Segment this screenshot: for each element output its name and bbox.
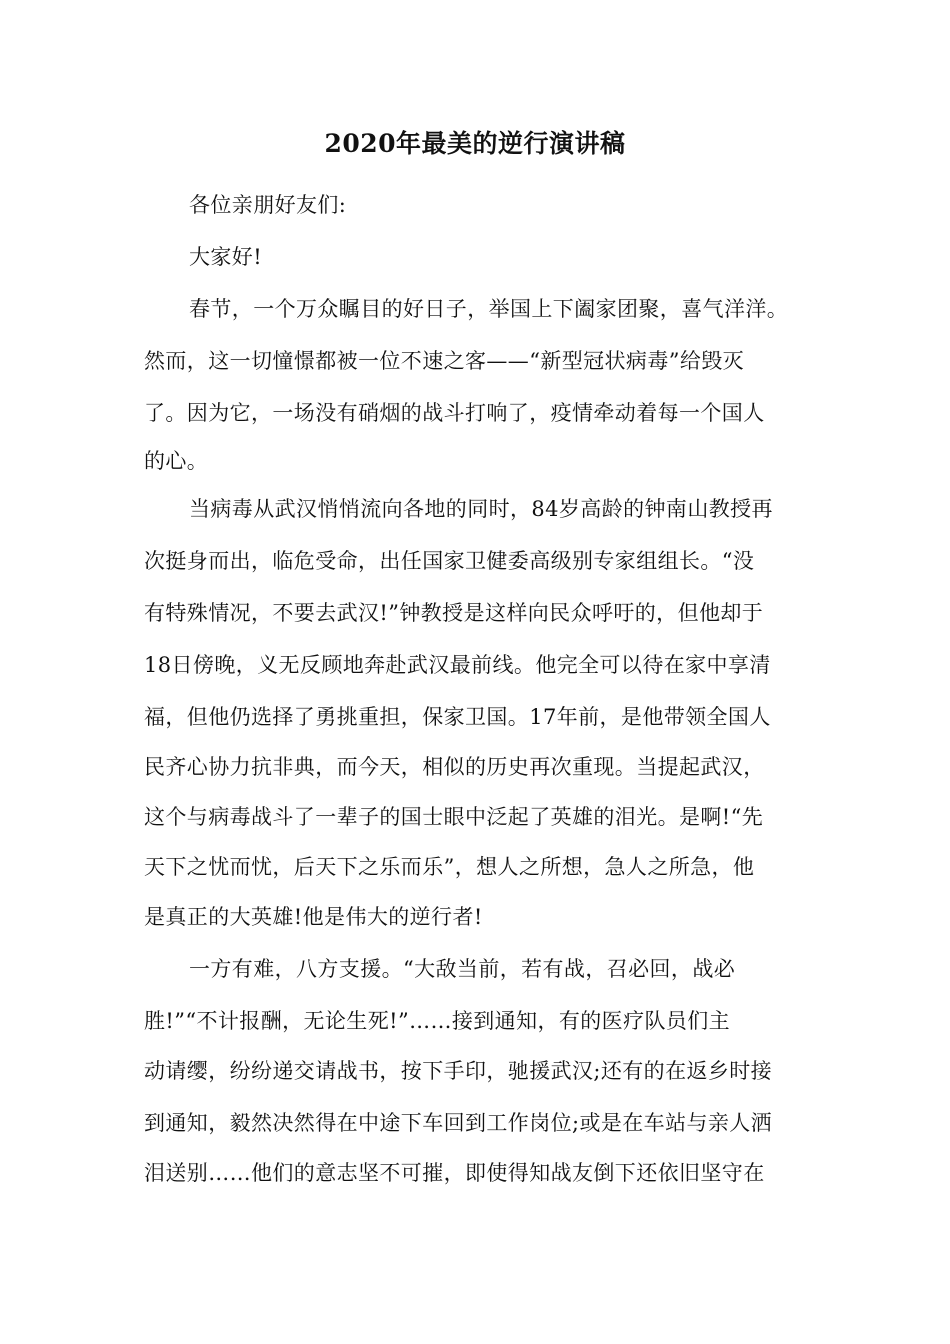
text-line: 的心。: [144, 449, 209, 473]
text-line: 有特殊情况，不要去武汉!”钟教授是这样向民众呼吁的，但他却于: [144, 601, 764, 625]
text-line: 18日傍晚，义无反顾地奔赴武汉最前线。他完全可以待在家中享清: [144, 653, 771, 677]
text-line: 各位亲朋好友们:: [189, 193, 347, 217]
text-line: 一方有难，八方支援。“大敌当前，若有战，召必回，战必: [189, 957, 736, 981]
document-title: 2020年最美的逆行演讲稿: [324, 129, 626, 158]
text-line: 到通知，毅然决然得在中途下车回到工作岗位;或是在车站与亲人洒: [144, 1111, 773, 1135]
text-line: 春节，一个万众瞩目的好日子，举国上下阖家团聚，喜气洋洋。: [189, 297, 789, 321]
text-line: 胜!”“不计报酬，无论生死!”……接到通知，有的医疗队员们主: [144, 1009, 731, 1033]
text-line: 这个与病毒战斗了一辈子的国士眼中泛起了英雄的泪光。是啊!“先: [144, 805, 764, 829]
text-line: 天下之忧而忧，后天下之乐而乐”，想人之所想，急人之所急，他: [144, 855, 755, 879]
text-line: 当病毒从武汉悄悄流向各地的同时，84岁高龄的钟南山教授再: [189, 497, 773, 521]
text-line: 大家好!: [189, 245, 263, 269]
text-line: 民齐心协力抗非典，而今天，相似的历史再次重现。当提起武汉，: [144, 755, 765, 779]
text-line: 然而，这一切憧憬都被一位不速之客——“新型冠状病毒”给毁灭: [144, 349, 745, 373]
text-line: 福，但他仍选择了勇挑重担，保家卫国。17年前，是他带领全国人: [144, 705, 771, 729]
text-line: 泪送别……他们的意志坚不可摧，即使得知战友倒下还依旧坚守在: [144, 1161, 765, 1185]
text-line: 动请缨，纷纷递交请战书，按下手印，驰援武汉;还有的在返乡时接: [144, 1059, 773, 1083]
text-line: 次挺身而出，临危受命，出任国家卫健委高级别专家组组长。“没: [144, 549, 755, 573]
text-line: 了。因为它，一场没有硝烟的战斗打响了，疫情牵动着每一个国人: [144, 401, 765, 425]
text-line: 是真正的大英雄!他是伟大的逆行者!: [144, 905, 483, 929]
